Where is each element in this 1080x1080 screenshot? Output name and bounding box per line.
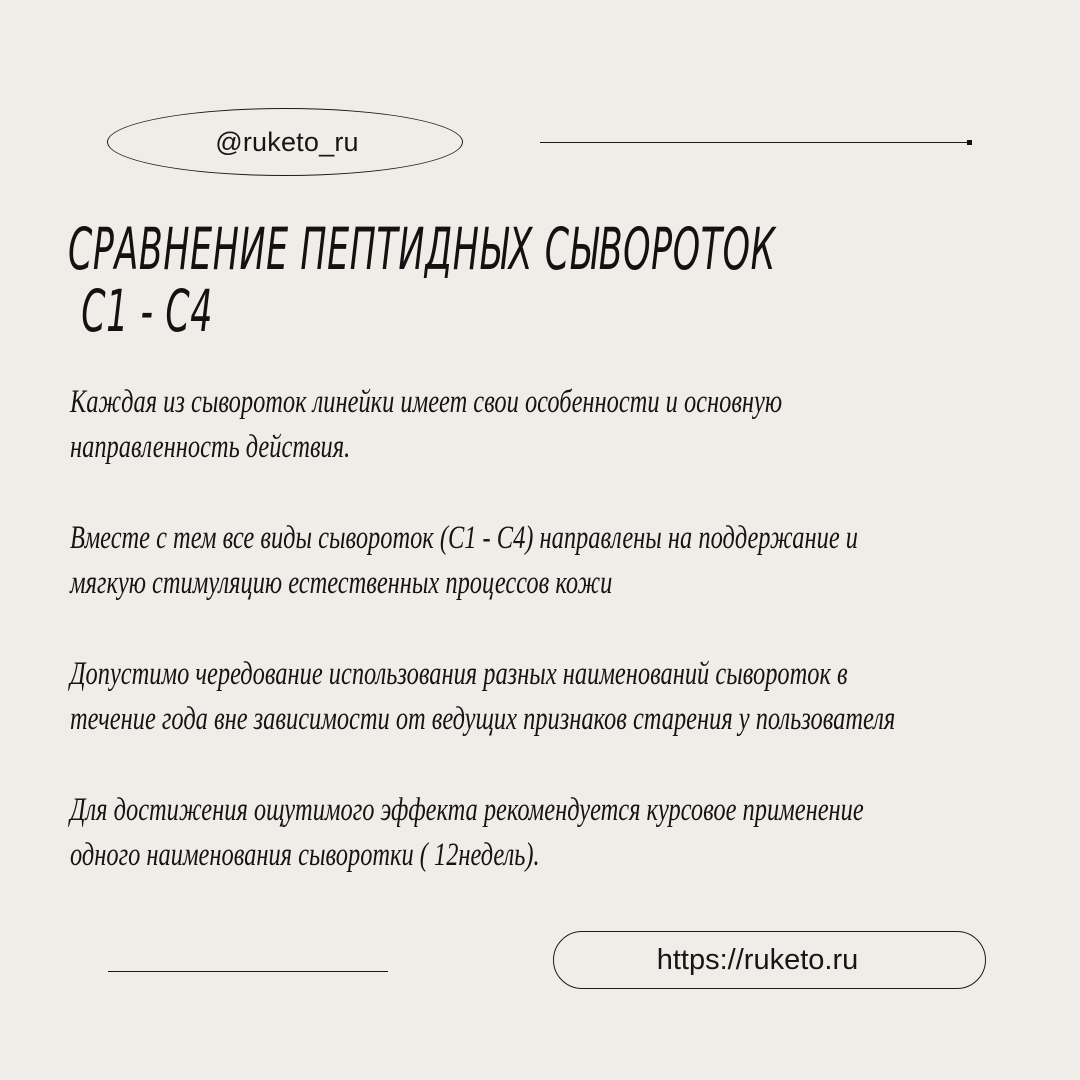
paragraph-line: направленность действия. <box>70 429 351 465</box>
website-link[interactable]: https://ruketo.ru <box>656 943 859 976</box>
paragraph-common-action <box>70 516 858 606</box>
paragraph-line: Вместе с тем все виды сывороток (С1 - С4) направлены на поддержание и <box>70 520 858 556</box>
paragraph-line-features <box>70 380 782 470</box>
title-line-2: С1 - С4 <box>81 277 213 345</box>
paragraph-line: мягкую стимуляцию естественных процессов кожи <box>70 565 613 601</box>
instagram-handle: @ruketo_ru <box>215 126 359 157</box>
title-line-1: СРАВНЕНИЕ ПЕПТИДНЫХ СЫВОРОТОК <box>68 215 776 283</box>
paragraph-line: Каждая из сывороток линейки имеет свои особенности и основную <box>70 384 783 420</box>
paragraph-line: Для достижения ощутимого эффекта рекомендуется курсовое применение <box>70 792 864 828</box>
page-title <box>68 215 776 345</box>
decorative-divider-top <box>540 142 970 143</box>
paragraph-alternation <box>70 652 895 742</box>
paragraph-line: течение года вне зависимости от ведущих признаков старения у пользователя <box>70 701 896 737</box>
decorative-divider-bottom <box>108 971 388 972</box>
paragraph-course-recommendation <box>70 788 864 878</box>
divider-end-dot <box>967 140 972 145</box>
paragraph-line: одного наименования сыворотки ( 12недель). <box>70 837 540 873</box>
instagram-handle-badge[interactable] <box>107 108 463 176</box>
website-link-badge[interactable] <box>553 931 986 989</box>
paragraph-line: Допустимо чередование использования разных наименований сывороток в <box>70 656 848 692</box>
